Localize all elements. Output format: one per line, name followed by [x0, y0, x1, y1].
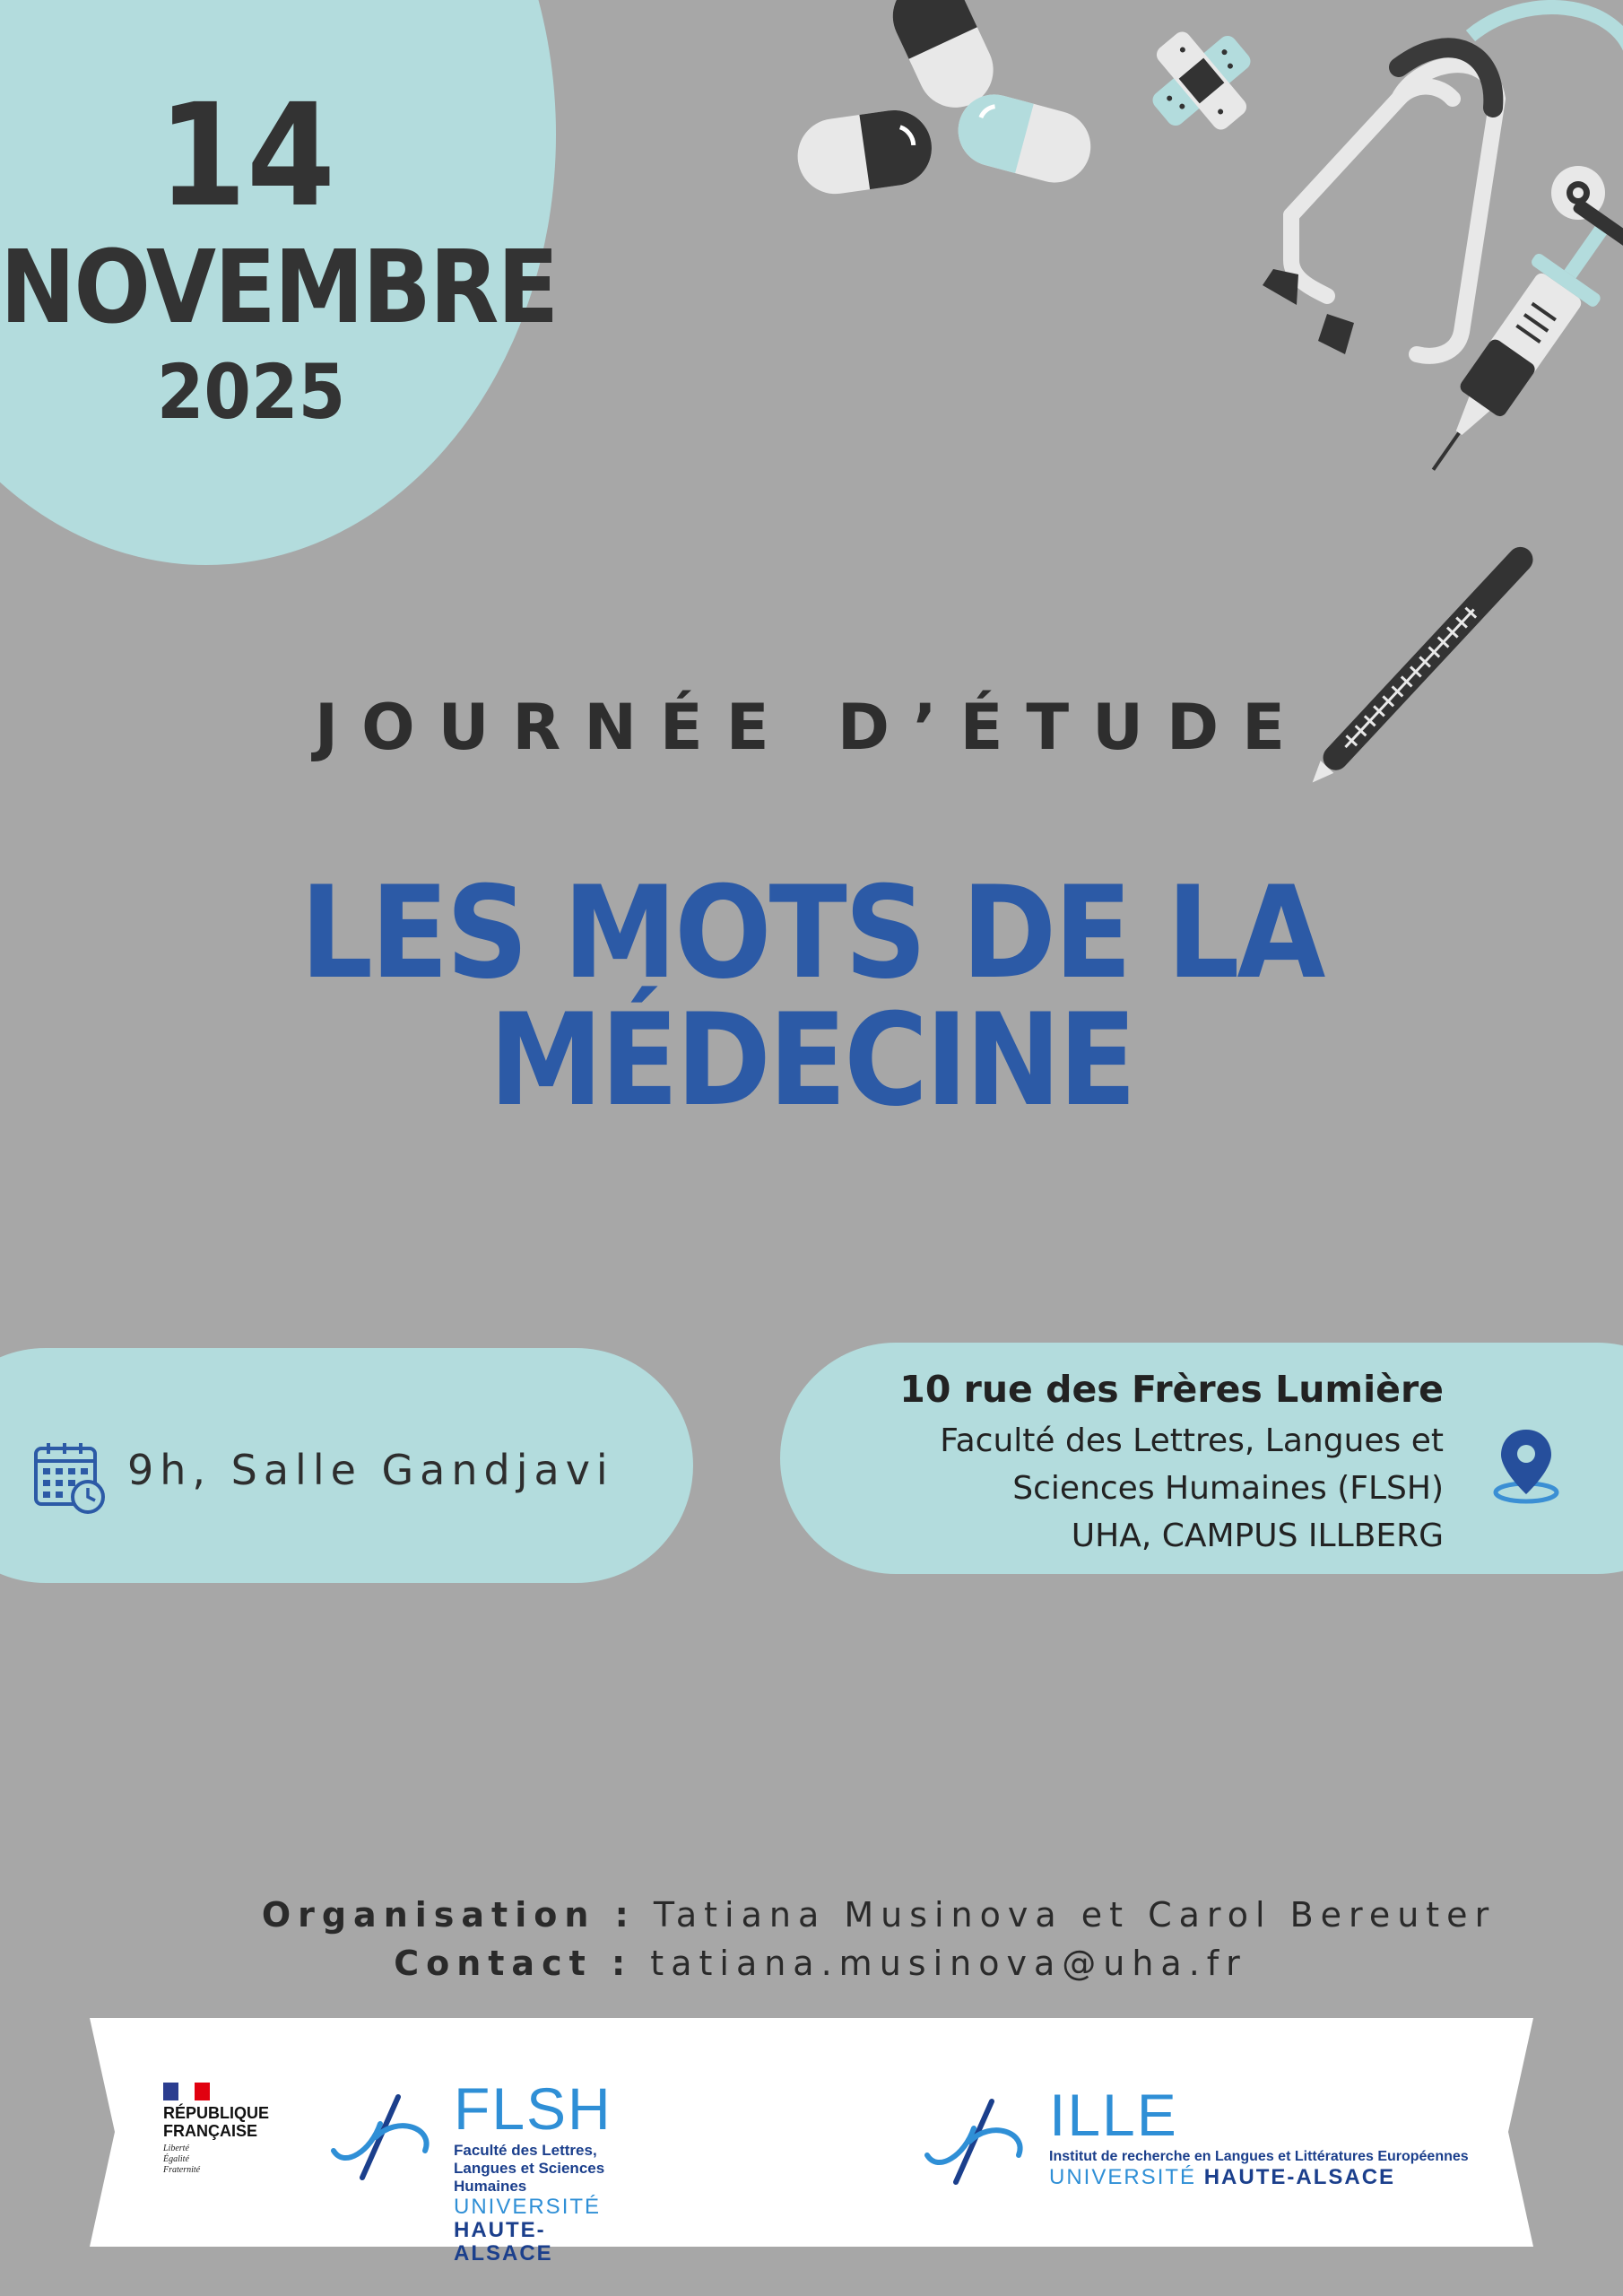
republique-francaise-logo [163, 2083, 289, 2176]
date-month: NOVEMBRE [0, 230, 558, 346]
address-line-2: Sciences Humaines (FLSH) [1012, 1470, 1444, 1507]
organisation-label: Organisation : [261, 1895, 636, 1935]
address-block [807, 1361, 1444, 1560]
location-pin-icon [1490, 1426, 1562, 1505]
uha-monogram-icon [326, 2088, 452, 2187]
syringe-icon [1401, 196, 1623, 492]
marianne-flag-icon [163, 2083, 210, 2100]
date-day: 14 [158, 74, 335, 239]
address-line-1: Faculté des Lettres, Langues et [940, 1422, 1444, 1459]
address-line-3: UHA, CAMPUS ILLBERG [1071, 1518, 1444, 1554]
ille-uni-a: UNIVERSITÉ [1049, 2165, 1197, 2189]
organisation-value: Tatiana Musinova et Carol Bereuter [653, 1895, 1497, 1935]
flsh-uni-a: UNIVERSITÉ [454, 2195, 602, 2219]
ille-acronym: ILLE [1049, 2082, 1178, 2148]
organisation-line [135, 1891, 1623, 1939]
event-type: JOURNÉE D’ÉTUDE [315, 691, 1308, 764]
address-street: 10 rue des Frères Lumière [899, 1368, 1444, 1411]
time-place-text: 9h, Salle Gandjavi [127, 1446, 614, 1494]
rf-name-1: RÉPUBLIQUE [163, 2104, 270, 2122]
pill-icon [793, 106, 936, 199]
date-year: 2025 [156, 348, 346, 436]
contact-label: Contact : [394, 1944, 633, 1983]
flsh-university [454, 2196, 612, 2266]
pill-icon [950, 86, 1099, 190]
rf-name-2: FRANÇAISE [163, 2122, 258, 2140]
event-title: LES MOTS DE LA MÉDECINE [299, 859, 1324, 1135]
rf-motto-1: Liberté [163, 2144, 189, 2153]
rf-motto-3: Fraternité [163, 2165, 201, 2175]
calendar-icon [32, 1439, 108, 1515]
ille-fullname: Institut de recherche en Langues et Littératures Européennes [1049, 2149, 1469, 2164]
flsh-fullname: Faculté des Lettres, Langues et Sciences Humaines [454, 2142, 605, 2195]
contact-line [18, 1939, 1623, 1987]
medical-illustrations [771, 0, 1623, 789]
flsh-acronym: FLSH [454, 2075, 612, 2142]
contact-email[interactable]: tatiana.musinova@uha.fr [650, 1944, 1247, 1983]
ille-university [1049, 2166, 1469, 2189]
flsh-uni-b: HAUTE-ALSACE [454, 2218, 553, 2266]
uha-monogram-icon [920, 2092, 1046, 2191]
event-date [0, 74, 558, 436]
bandage-icon [1128, 7, 1274, 153]
rf-motto-2: Égalité [163, 2154, 189, 2164]
organisation-block [0, 1891, 1623, 1987]
ille-uni-b: HAUTE-ALSACE [1203, 2165, 1396, 2189]
